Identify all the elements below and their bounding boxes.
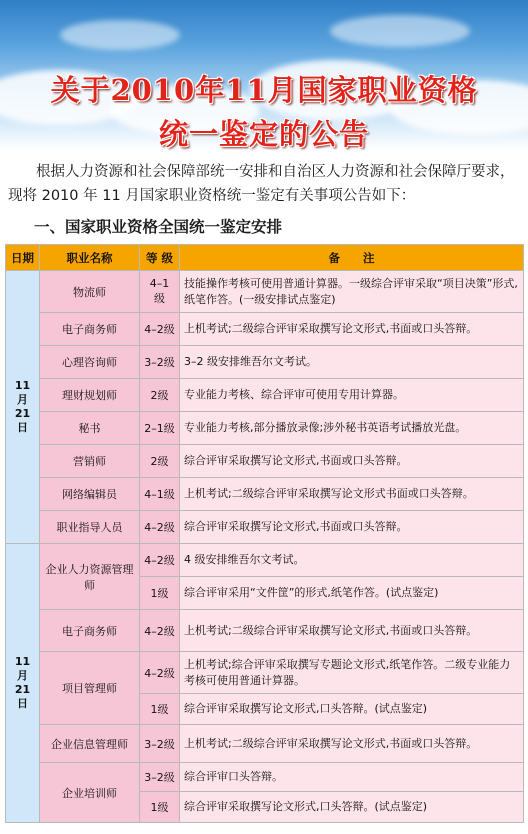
note-cell: 3–2 级安排维吾尔文考试。 [180, 346, 524, 379]
intro-paragraph: 根据人力资源和社会保障部统一安排和自治区人力资源和社会保障厅要求，现将 2010 年 11 月国家职业资格统一鉴定有关事项公告如下： [8, 164, 515, 204]
level-cell: 3–2级 [140, 346, 180, 379]
note-cell: 专业能力考核,部分播放录像;涉外秘书英语考试播放光盘。 [180, 412, 524, 445]
job-cell: 职业指导人员 [40, 511, 140, 544]
table-row [6, 313, 524, 346]
level-cell: 4–2级 [140, 544, 180, 577]
note-cell: 综合评审采取撰写论文形式,口头答辩。(试点鉴定) [180, 792, 524, 823]
job-cell: 企业人力资源管理师 [40, 544, 140, 610]
level-cell: 3–2级 [140, 725, 180, 763]
job-cell: 秘书 [40, 412, 140, 445]
section-heading: 一、国家职业资格全国统一鉴定安排 [34, 218, 283, 236]
cloud-decoration [330, 15, 470, 47]
note-cell: 上机考试;二级综合评审采取撰写论文形式,书面或口头答辩。 [180, 610, 524, 652]
page-title-line-2: 统一鉴定的公告 [158, 117, 369, 151]
job-cell: 企业信息管理师 [40, 725, 140, 763]
job-cell: 电子商务师 [40, 313, 140, 346]
date-cell: 11 月 21 日 [6, 544, 40, 823]
job-cell: 心理咨询师 [40, 346, 140, 379]
table-row [6, 271, 524, 313]
note-cell: 上机考试;综合评审采取撰写专题论文形式,纸笔作答。二级专业能力考核可使用普通计算器。 [180, 652, 524, 694]
note-cell: 上机考试;二级综合评审采取撰写论文形式,书面或口头答辩。 [180, 313, 524, 346]
header-level: 等 级 [140, 245, 180, 271]
note-cell: 专业能力考核、综合评审可使用专用计算器。 [180, 379, 524, 412]
header-job: 职业名称 [40, 245, 140, 271]
level-cell: 1级 [140, 792, 180, 823]
level-cell: 4–2级 [140, 652, 180, 694]
table-row [6, 725, 524, 763]
header-note: 备 注 [180, 245, 524, 271]
job-cell: 企业培训师 [40, 763, 140, 823]
table-header-row [6, 245, 524, 271]
date-cell: 11 月 21 日 [6, 271, 40, 544]
level-cell: 4–2级 [140, 313, 180, 346]
note-cell: 技能操作考核可使用普通计算器。一级综合评审采取“项目决策”形式,纸笔作答。(一级安排试点鉴定) [180, 271, 524, 313]
level-cell: 2–1级 [140, 412, 180, 445]
note-cell: 综合评审采取撰写论文形式,书面或口头答辩。 [180, 511, 524, 544]
table-row [6, 610, 524, 652]
header-date: 日期 [6, 245, 40, 271]
note-cell: 综合评审采取撰写论文形式,书面或口头答辩。 [180, 445, 524, 478]
cloud-decoration [60, 20, 180, 50]
job-cell: 营销师 [40, 445, 140, 478]
level-cell: 4–2级 [140, 610, 180, 652]
level-cell: 4–1 级 [140, 271, 180, 313]
table-row [6, 763, 524, 792]
exam-schedule-table [5, 244, 524, 823]
job-cell: 项目管理师 [40, 652, 140, 725]
level-cell: 4–2级 [140, 511, 180, 544]
level-cell: 2级 [140, 379, 180, 412]
table-row [6, 445, 524, 478]
table-row [6, 544, 524, 577]
table-row [6, 511, 524, 544]
table-row [6, 478, 524, 511]
table-row [6, 379, 524, 412]
note-cell: 4 级安排维吾尔文考试。 [180, 544, 524, 577]
level-cell: 3–2级 [140, 763, 180, 792]
level-cell: 1级 [140, 694, 180, 725]
note-cell: 上机考试;二级综合评审采取撰写论文形式书面或口头答辩。 [180, 478, 524, 511]
page-title-line-1: 关于2010年11月国家职业资格 [50, 73, 478, 107]
level-cell: 1级 [140, 577, 180, 610]
note-cell: 综合评审采取撰写论文形式,口头答辩。(试点鉴定) [180, 694, 524, 725]
job-cell: 物流师 [40, 271, 140, 313]
note-cell: 综合评审采用“文件筐”的形式,纸笔作答。(试点鉴定) [180, 577, 524, 610]
table-row [6, 652, 524, 694]
job-cell: 电子商务师 [40, 610, 140, 652]
note-cell: 上机考试;二级综合评审采取撰写论文形式,书面或口头答辩。 [180, 725, 524, 763]
level-cell: 4–1级 [140, 478, 180, 511]
job-cell: 理财规划师 [40, 379, 140, 412]
level-cell: 2级 [140, 445, 180, 478]
table-row [6, 346, 524, 379]
note-cell: 综合评审口头答辩。 [180, 763, 524, 792]
job-cell: 网络编辑员 [40, 478, 140, 511]
table-row [6, 412, 524, 445]
